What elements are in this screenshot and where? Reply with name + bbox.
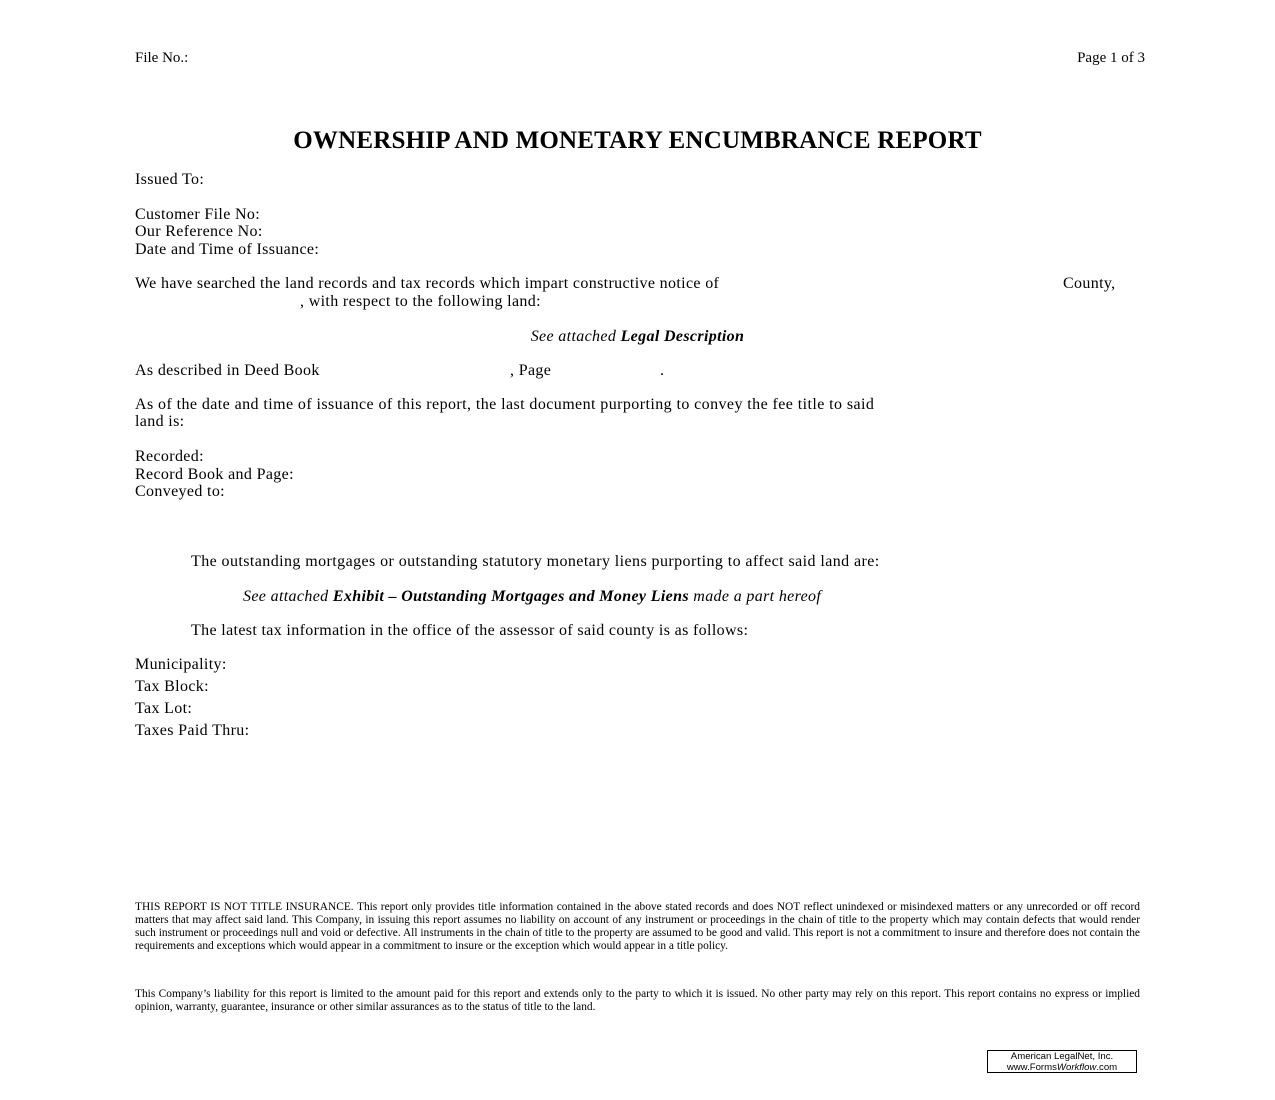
search-statement-line1: We have searched the land records and tax records which impart constructive notice of (135, 275, 720, 292)
issued-to-label: Issued To: (135, 171, 205, 188)
our-reference-no-label: Our Reference No: (135, 223, 263, 240)
page-indicator: Page 1 of 3 (1077, 50, 1145, 66)
tax-lot-label: Tax Lot: (135, 700, 193, 717)
recorded-label: Recorded: (135, 448, 204, 465)
county-label: County, (1063, 275, 1116, 292)
taxes-paid-label: Taxes Paid Thru: (135, 722, 250, 739)
deed-page-label: , Page (510, 362, 552, 379)
date-time-issuance-label: Date and Time of Issuance: (135, 241, 320, 258)
exhibit-suffix: made a part hereof (688, 588, 822, 605)
legal-description-bold: Legal Description (620, 328, 745, 345)
deed-period: . (660, 362, 665, 379)
last-document-line1: As of the date and time of issuance of this report, the last document purporting to convey the fee title to said (135, 396, 875, 413)
mortgages-statement: The outstanding mortgages or outstanding statutory monetary liens purporting to affect said land are: (191, 553, 880, 570)
customer-file-no-label: Customer File No: (135, 206, 261, 223)
exhibit-reference (243, 588, 821, 606)
deed-book-label: As described in Deed Book (135, 362, 320, 379)
tax-block-label: Tax Block: (135, 678, 209, 695)
disclaimer-paragraph-1: THIS REPORT IS NOT TITLE INSURANCE. This report only provides title information contained in the above stated records and does NOT reflect unindexed or misindexed matters or any unrecorded or off record matters that may affect said land. This Company, in issuing this report assumes no liability on account of any instrument or proceedings in the chain of title to the property which may contain defects that would render such instrument or proceedings null and void or defective. All instruments in the chain of title to the property are assumed to be good and valid. This report is not a commitment to insure and therefore does not contain the requirements and exceptions which would appear in a commitment to insure or the exception which would appear in a title policy. (135, 901, 1140, 952)
exhibit-bold: Exhibit – Outstanding Mortgages and Money Liens (332, 588, 689, 605)
badge-website-italic: Workflow (1056, 1061, 1097, 1073)
exhibit-prefix: See attached (243, 588, 333, 605)
legal-description-reference (0, 328, 1275, 346)
badge-company-name: American LegalNet, Inc. (1010, 1051, 1114, 1062)
badge-website (988, 1063, 1136, 1074)
municipality-label: Municipality: (135, 656, 227, 673)
american-legalnet-badge (987, 1050, 1137, 1073)
conveyed-to-label: Conveyed to: (135, 483, 225, 500)
tax-info-statement: The latest tax information in the office of the assessor of said county is as follows: (191, 622, 749, 639)
search-statement-line2: , with respect to the following land: (300, 293, 541, 310)
file-no-label: File No.: (135, 50, 189, 66)
record-book-page-label: Record Book and Page: (135, 466, 294, 483)
report-title: OWNERSHIP AND MONETARY ENCUMBRANCE REPORT (293, 127, 982, 154)
disclaimer-paragraph-2: This Company’s liability for this report is limited to the amount paid for this report and extends only to the party to which it is issued. No other party may rely on this report. This report contains no express or implied opinion, warranty, guarantee, insurance or other similar assurances as to the status of title to the land. (135, 988, 1140, 1013)
last-document-line2: land is: (135, 413, 185, 430)
legal-description-prefix: See attached (530, 328, 621, 345)
badge-website-suffix: .com (1096, 1061, 1118, 1073)
badge-website-prefix: www.Forms (1006, 1061, 1057, 1073)
